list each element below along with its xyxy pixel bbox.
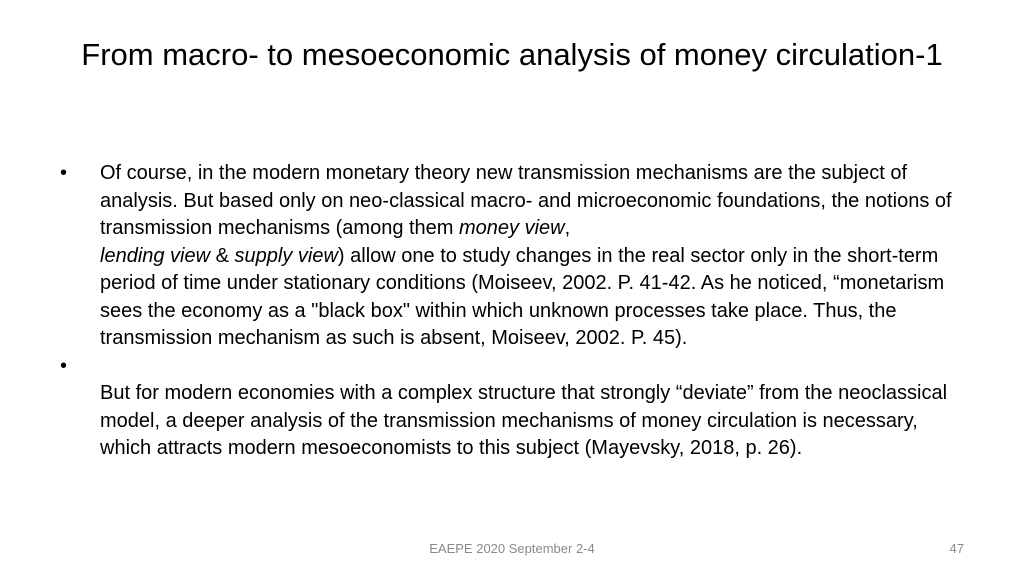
bullet-text-1 xyxy=(100,162,952,349)
bullet-marker: • xyxy=(60,162,68,184)
slide-title: From macro- to mesoeconomic analysis of money circulation-1 xyxy=(81,37,943,72)
bullet-marker: • xyxy=(60,354,68,377)
bullet-1-part-1: Of course, in the modern monetary theory new transmission mechanisms are the subject of analysis. But based only on neo-classical macro- and microeconomic foundations, the notions of transmission mechanisms (among them xyxy=(100,162,952,239)
supply-view-term: supply view xyxy=(234,244,338,267)
page-number: 47 xyxy=(949,541,964,556)
bullet-item-2 xyxy=(58,353,968,463)
money-view-term: money view xyxy=(459,217,565,239)
lending-view-term: lending view xyxy=(100,244,211,267)
bullet-1-part-3: , xyxy=(564,217,571,239)
bullet-list xyxy=(58,160,968,463)
bullet-item-1 xyxy=(58,160,968,353)
footer-event-label: EAEPE 2020 September 2-4 xyxy=(429,541,595,556)
bullet-1-part-7: ) allow one to study changes in the real sector only in the short-term period of time under stationary conditions (Moiseev, 2002. P. 41-42. As he noticed, “monetarism sees the economy as a "black box" within which unknown processes take place. Thus, the transmission mechanism as such is absent, Moiseev, 2002. P. 45). xyxy=(100,244,945,349)
bullet-text-2: But for modern economies with a complex structure that strongly “deviate” from the neoclassical model, a deeper analysis of the transmission mechanisms of money circulation is necessary, which attracts modern mesoeconomists to this subject (Mayevsky, 2018, p. 26). xyxy=(100,382,948,459)
bullet-1-part-5: & xyxy=(210,244,235,267)
